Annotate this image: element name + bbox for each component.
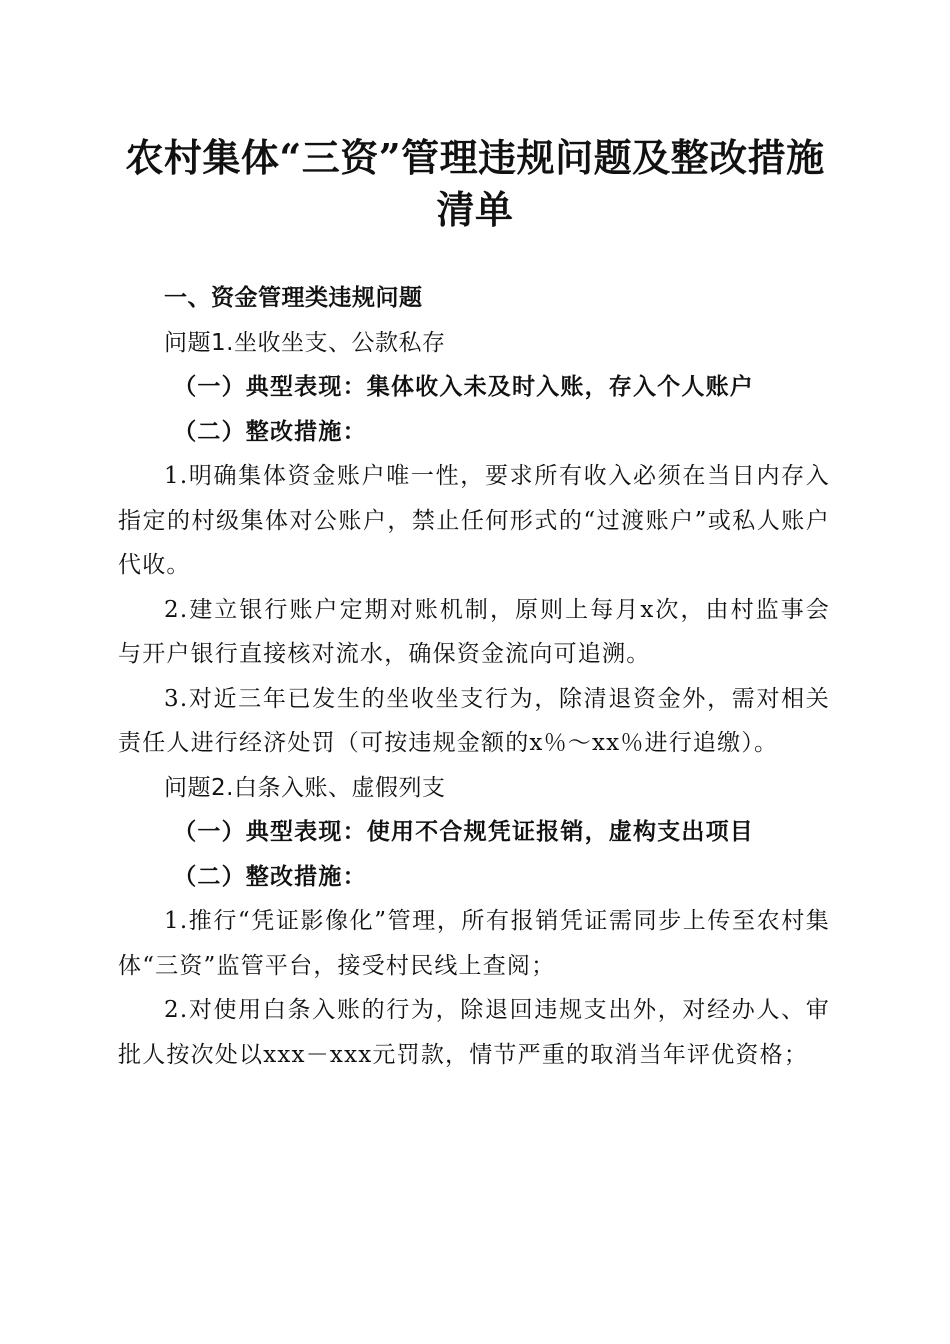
rectification-label: （二）整改措施： <box>173 862 367 890</box>
document-body <box>118 276 830 1077</box>
problem-title: 问题1.坐收坐支、公款私存 <box>164 329 446 356</box>
rectification-label: （二）整改措施： <box>173 417 367 445</box>
section-heading: 一、资金管理类违规问题 <box>164 285 423 311</box>
measure-paragraph: 2.建立银行账户定期对账机制，原则上每月x次，由村监事会与开户银行直接核对流水，确保资金流向可追溯。 <box>118 596 830 667</box>
document-title: 农村集体“三资”管理违规问题及整改措施清单 <box>125 135 825 232</box>
problem-title: 问题2.白条入账、虚假列支 <box>164 774 446 801</box>
measure-paragraph: 2.对使用白条入账的行为，除退回违规支出外，对经办人、审批人按次处以xxx－xxx元罚款，情节严重的取消当年评优资格； <box>118 997 830 1068</box>
typical-manifestation: （一）典型表现：使用不合规凭证报销，虚构支出项目 <box>173 818 754 845</box>
typical-manifestation: （一）典型表现：集体收入未及时入账，存入个人账户 <box>173 373 754 400</box>
measure-paragraph: 1.明确集体资金账户唯一性，要求所有收入必须在当日内存入指定的村级集体对公账户，禁止任何形式的“过渡账户”或私人账户代收。 <box>118 463 830 578</box>
measure-paragraph: 1.推行“凭证影像化”管理，所有报销凭证需同步上传至农村集体“三资”监管平台，接受村民线上查阅； <box>118 908 830 979</box>
measure-paragraph: 3.对近三年已发生的坐收坐支行为，除清退资金外，需对相关责任人进行经济处罚（可按违规金额的x％～xx％进行追缴）。 <box>118 685 830 756</box>
